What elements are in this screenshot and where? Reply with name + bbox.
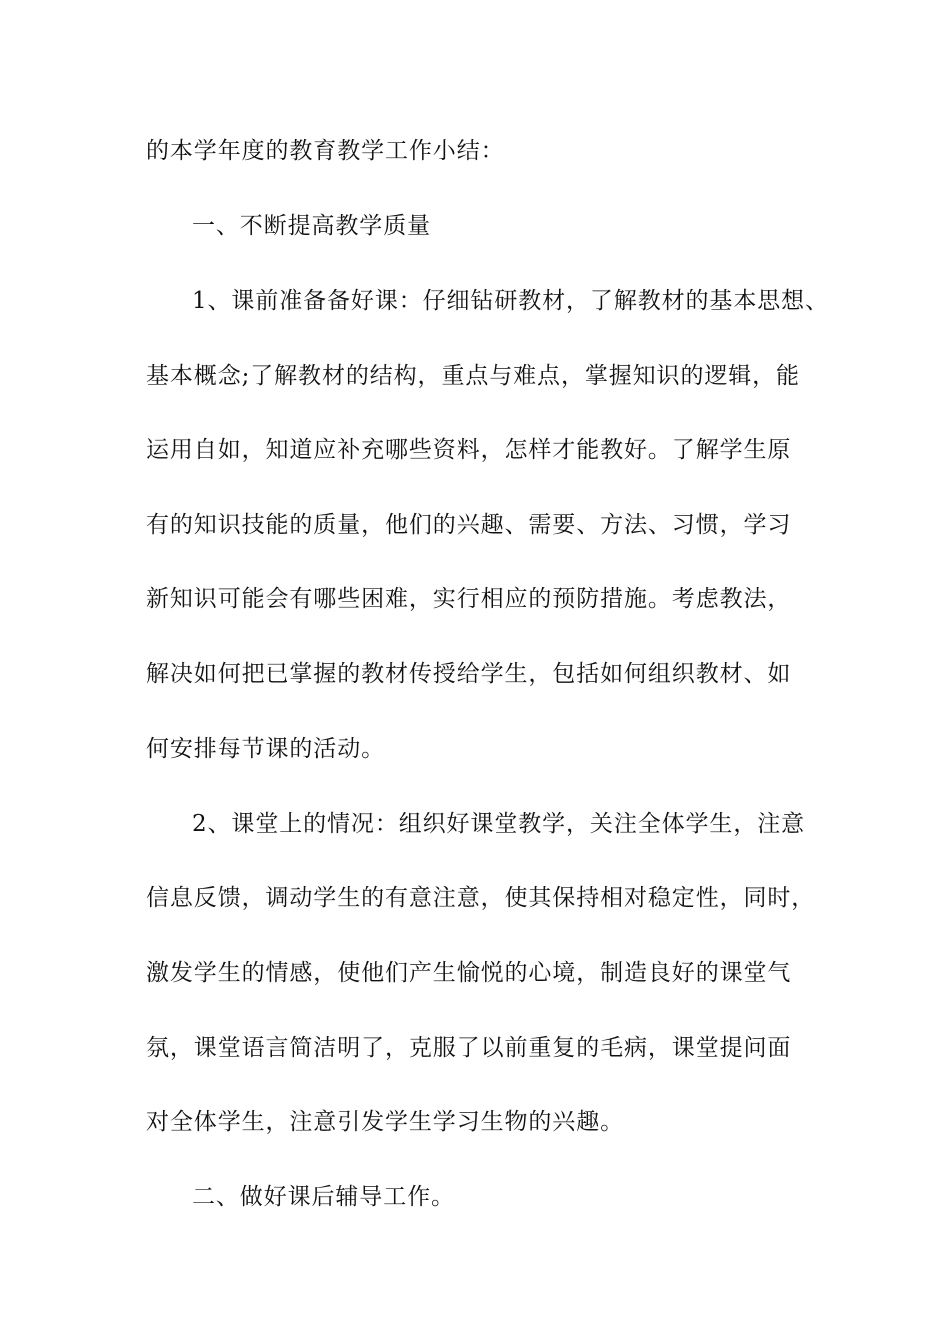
text-line: 何安排每节课的活动。 [146, 736, 385, 762]
section-heading: 一、不断提高教学质量 [192, 213, 431, 239]
text-line: 信息反馈，调动学生的有意注意，使其保持相对稳定性，同时， [146, 885, 816, 911]
text-line: 对全体学生，注意引发学生学习生物的兴趣。 [146, 1109, 624, 1135]
text-line: 氛，课堂语言简洁明了，克服了以前重复的毛病，课堂提问面 [146, 1035, 792, 1061]
text-line: 解决如何把已掌握的教材传授给学生，包括如何组织教材、如 [146, 661, 792, 687]
text-line: 有的知识技能的质量，他们的兴趣、需要、方法、习惯，学习 [146, 512, 792, 538]
text-line: 激发学生的情感，使他们产生愉悦的心境，制造良好的课堂气 [146, 960, 792, 986]
text-line: 1、课前准备备好课：仔细钻研教材，了解教材的基本思想、 [192, 288, 829, 314]
text-line: 运用自如，知道应补充哪些资料，怎样才能教好。了解学生原 [146, 437, 792, 463]
text-line: 新知识可能会有哪些困难，实行相应的预防措施。考虑教法， [146, 586, 792, 612]
section-heading: 二、做好课后辅导工作。 [192, 1184, 455, 1210]
text-line: 2、课堂上的情况：组织好课堂教学，关注全体学生，注意 [192, 811, 806, 837]
text-line: 的本学年度的教育教学工作小结： [146, 138, 505, 164]
text-line: 基本概念;了解教材的结构，重点与难点，掌握知识的逻辑，能 [146, 363, 800, 389]
